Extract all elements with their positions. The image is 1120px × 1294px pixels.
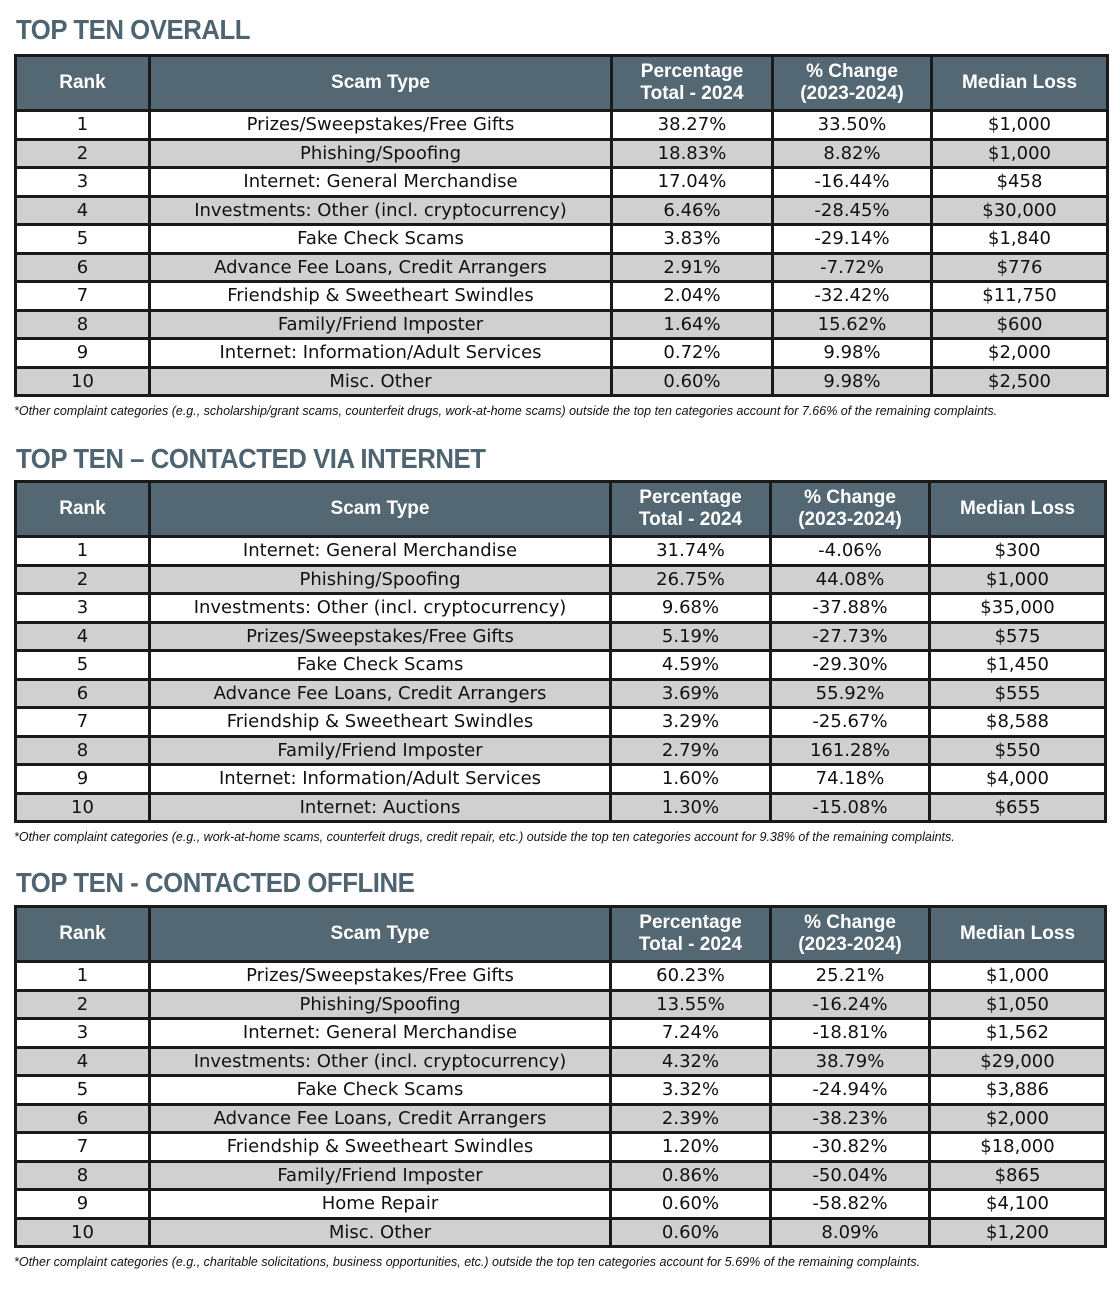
table-row — [16, 736, 1106, 765]
median-loss-cell: $1,000 — [930, 962, 1106, 991]
column-header-percent-change — [771, 482, 930, 537]
percentage-total-cell: 1.30% — [611, 793, 771, 822]
scam-type-cell: Prizes/Sweepstakes/Free Gifts — [150, 962, 611, 991]
header-line: Total - 2024 — [638, 934, 743, 955]
percentage-total-cell: 2.91% — [612, 253, 773, 282]
median-loss-cell: $655 — [930, 793, 1106, 822]
rank-cell: 1 — [16, 962, 150, 991]
rank-cell: 8 — [16, 736, 150, 765]
rank-cell: 2 — [16, 565, 150, 594]
percent-change-cell: -27.73% — [771, 622, 930, 651]
percentage-total-cell: 4.32% — [611, 1047, 771, 1076]
header-line: Percentage — [640, 61, 744, 82]
table-row — [16, 962, 1106, 991]
scam-type-cell: Advance Fee Loans, Credit Arrangers — [150, 253, 612, 282]
table-row — [16, 765, 1106, 794]
table-row — [16, 367, 1108, 396]
median-loss-cell: $458 — [932, 168, 1108, 197]
table-row — [16, 594, 1106, 623]
median-loss-cell: $35,000 — [930, 594, 1106, 623]
percent-change-cell: -30.82% — [771, 1133, 930, 1162]
rank-cell: 10 — [16, 367, 150, 396]
percent-change-cell: -32.42% — [773, 282, 932, 311]
scam-type-cell: Misc. Other — [150, 367, 612, 396]
column-header-percent-change — [771, 907, 930, 962]
scam-type-cell: Fake Check Scams — [150, 1076, 611, 1105]
percent-change-cell: 44.08% — [771, 565, 930, 594]
footnote-overall: *Other complaint categories (e.g., scholarship/grant scams, counterfeit drugs, work-at-home scams) outside the top ten categories account for 7.66% of the remaining complaints. — [14, 404, 998, 418]
table-top-ten-internet — [14, 480, 1107, 823]
rank-cell: 8 — [16, 310, 150, 339]
percent-change-cell: 74.18% — [771, 765, 930, 794]
scam-type-cell: Prizes/Sweepstakes/Free Gifts — [150, 111, 612, 140]
table-top-ten-offline — [14, 905, 1107, 1248]
header-line: % Change — [804, 912, 896, 933]
rank-cell: 1 — [16, 537, 150, 566]
median-loss-cell: $300 — [930, 537, 1106, 566]
percentage-total-cell: 17.04% — [612, 168, 773, 197]
column-header-median-loss: Median Loss — [930, 907, 1106, 962]
percent-change-cell: 8.82% — [773, 139, 932, 168]
scam-type-cell: Friendship & Sweetheart Swindles — [150, 282, 612, 311]
percent-change-cell: 55.92% — [771, 679, 930, 708]
column-header-percentage-total — [611, 482, 771, 537]
header-line: Total - 2024 — [640, 83, 744, 104]
percentage-total-cell: 3.29% — [611, 708, 771, 737]
rank-cell: 8 — [16, 1161, 150, 1190]
header-line: (2023-2024) — [800, 83, 904, 104]
section-title-offline: TOP TEN - CONTACTED OFFLINE — [16, 867, 415, 898]
table-row — [16, 1190, 1106, 1219]
scam-type-cell: Internet: General Merchandise — [150, 537, 611, 566]
footnote-offline: *Other complaint categories (e.g., charitable solicitations, business opportunities, etc.) outside the top ten categories account for 5.69% of the remaining complaints. — [14, 1255, 921, 1269]
percent-change-cell: -16.44% — [773, 168, 932, 197]
percentage-total-cell: 5.19% — [611, 622, 771, 651]
scam-type-cell: Internet: General Merchandise — [150, 1019, 611, 1048]
scam-type-cell: Internet: Information/Adult Services — [150, 765, 611, 794]
percent-change-cell: -15.08% — [771, 793, 930, 822]
percentage-total-cell: 38.27% — [612, 111, 773, 140]
table-row — [16, 253, 1108, 282]
rank-cell: 6 — [16, 679, 150, 708]
scam-type-cell: Family/Friend Imposter — [150, 1161, 611, 1190]
median-loss-cell: $1,450 — [930, 651, 1106, 680]
median-loss-cell: $1,840 — [932, 225, 1108, 254]
column-header-percent-change — [773, 56, 932, 111]
column-header-rank: Rank — [16, 56, 150, 111]
percentage-total-cell: 3.83% — [612, 225, 773, 254]
percentage-total-cell: 18.83% — [612, 139, 773, 168]
column-header-median-loss: Median Loss — [930, 482, 1106, 537]
percent-change-cell: 38.79% — [771, 1047, 930, 1076]
median-loss-cell: $1,050 — [930, 990, 1106, 1019]
median-loss-cell: $776 — [932, 253, 1108, 282]
rank-cell: 10 — [16, 793, 150, 822]
median-loss-cell: $1,200 — [930, 1218, 1106, 1247]
percentage-total-cell: 13.55% — [611, 990, 771, 1019]
table-header-row — [16, 482, 1106, 537]
median-loss-cell: $4,100 — [930, 1190, 1106, 1219]
table-row — [16, 793, 1106, 822]
scam-type-cell: Phishing/Spoofing — [150, 139, 612, 168]
header-line: Percentage — [639, 912, 742, 933]
scam-type-cell: Advance Fee Loans, Credit Arrangers — [150, 679, 611, 708]
scam-type-cell: Phishing/Spoofing — [150, 990, 611, 1019]
table-row — [16, 168, 1108, 197]
median-loss-cell: $30,000 — [932, 196, 1108, 225]
table-row — [16, 708, 1106, 737]
rank-cell: 4 — [16, 196, 150, 225]
rank-cell: 3 — [16, 1019, 150, 1048]
scam-type-cell: Investments: Other (incl. cryptocurrency) — [150, 196, 612, 225]
scam-type-cell: Investments: Other (incl. cryptocurrency) — [150, 594, 611, 623]
scam-type-cell: Phishing/Spoofing — [150, 565, 611, 594]
table-row — [16, 139, 1108, 168]
rank-cell: 7 — [16, 282, 150, 311]
table-header-row — [16, 56, 1108, 111]
scam-type-cell: Internet: General Merchandise — [150, 168, 612, 197]
table-row — [16, 622, 1106, 651]
section-title-overall: TOP TEN OVERALL — [16, 14, 251, 45]
percentage-total-cell: 2.39% — [611, 1104, 771, 1133]
percent-change-cell: -58.82% — [771, 1190, 930, 1219]
scam-type-cell: Fake Check Scams — [150, 651, 611, 680]
column-header-scam-type: Scam Type — [150, 907, 611, 962]
median-loss-cell: $2,000 — [930, 1104, 1106, 1133]
percent-change-cell: -37.88% — [771, 594, 930, 623]
percentage-total-cell: 9.68% — [611, 594, 771, 623]
median-loss-cell: $29,000 — [930, 1047, 1106, 1076]
scam-type-cell: Misc. Other — [150, 1218, 611, 1247]
percent-change-cell: 33.50% — [773, 111, 932, 140]
percent-change-cell: -24.94% — [771, 1076, 930, 1105]
table-row — [16, 1076, 1106, 1105]
percent-change-cell: -50.04% — [771, 1161, 930, 1190]
table-row — [16, 651, 1106, 680]
median-loss-cell: $18,000 — [930, 1133, 1106, 1162]
percent-change-cell: 8.09% — [771, 1218, 930, 1247]
percentage-total-cell: 0.72% — [612, 339, 773, 368]
median-loss-cell: $2,000 — [932, 339, 1108, 368]
rank-cell: 3 — [16, 168, 150, 197]
rank-cell: 4 — [16, 1047, 150, 1076]
rank-cell: 7 — [16, 1133, 150, 1162]
percentage-total-cell: 7.24% — [611, 1019, 771, 1048]
percent-change-cell: 9.98% — [773, 367, 932, 396]
table-row — [16, 679, 1106, 708]
percentage-total-cell: 1.64% — [612, 310, 773, 339]
header-line: (2023-2024) — [798, 934, 902, 955]
column-header-rank: Rank — [16, 482, 150, 537]
percentage-total-cell: 2.79% — [611, 736, 771, 765]
percent-change-cell: 161.28% — [771, 736, 930, 765]
median-loss-cell: $3,886 — [930, 1076, 1106, 1105]
scam-type-cell: Friendship & Sweetheart Swindles — [150, 708, 611, 737]
scam-type-cell: Friendship & Sweetheart Swindles — [150, 1133, 611, 1162]
percent-change-cell: -18.81% — [771, 1019, 930, 1048]
median-loss-cell: $1,000 — [930, 565, 1106, 594]
table-row — [16, 1161, 1106, 1190]
percentage-total-cell: 2.04% — [612, 282, 773, 311]
scam-type-cell: Fake Check Scams — [150, 225, 612, 254]
rank-cell: 5 — [16, 651, 150, 680]
percent-change-cell: -4.06% — [771, 537, 930, 566]
table-header-row — [16, 907, 1106, 962]
header-line: % Change — [806, 61, 898, 82]
rank-cell: 9 — [16, 1190, 150, 1219]
column-header-median-loss: Median Loss — [932, 56, 1108, 111]
percent-change-cell: -25.67% — [771, 708, 930, 737]
table-row — [16, 1019, 1106, 1048]
percentage-total-cell: 31.74% — [611, 537, 771, 566]
percentage-total-cell: 4.59% — [611, 651, 771, 680]
scam-type-cell: Internet: Information/Adult Services — [150, 339, 612, 368]
scam-type-cell: Internet: Auctions — [150, 793, 611, 822]
table-row — [16, 310, 1108, 339]
percentage-total-cell: 6.46% — [612, 196, 773, 225]
rank-cell: 9 — [16, 765, 150, 794]
column-header-rank: Rank — [16, 907, 150, 962]
percentage-total-cell: 0.60% — [611, 1218, 771, 1247]
table-row — [16, 565, 1106, 594]
median-loss-cell: $1,000 — [932, 111, 1108, 140]
rank-cell: 5 — [16, 225, 150, 254]
rank-cell: 6 — [16, 253, 150, 282]
percent-change-cell: 9.98% — [773, 339, 932, 368]
table-row — [16, 1133, 1106, 1162]
median-loss-cell: $575 — [930, 622, 1106, 651]
column-header-percentage-total — [611, 907, 771, 962]
rank-cell: 2 — [16, 990, 150, 1019]
column-header-scam-type: Scam Type — [150, 56, 612, 111]
median-loss-cell: $865 — [930, 1161, 1106, 1190]
median-loss-cell: $1,000 — [932, 139, 1108, 168]
section-title-internet: TOP TEN – CONTACTED VIA INTERNET — [16, 443, 486, 474]
percentage-total-cell: 1.60% — [611, 765, 771, 794]
percentage-total-cell: 0.86% — [611, 1161, 771, 1190]
table-row — [16, 1104, 1106, 1133]
rank-cell: 5 — [16, 1076, 150, 1105]
scam-type-cell: Family/Friend Imposter — [150, 310, 612, 339]
footnote-internet: *Other complaint categories (e.g., work-at-home scams, counterfeit drugs, credit repair, etc.) outside the top ten categories account for 9.38% of the remaining complaints. — [14, 830, 955, 844]
percent-change-cell: -16.24% — [771, 990, 930, 1019]
rank-cell: 3 — [16, 594, 150, 623]
rank-cell: 9 — [16, 339, 150, 368]
percentage-total-cell: 0.60% — [612, 367, 773, 396]
table-row — [16, 990, 1106, 1019]
column-header-percentage-total — [612, 56, 773, 111]
rank-cell: 6 — [16, 1104, 150, 1133]
header-line: Total - 2024 — [638, 509, 743, 530]
percentage-total-cell: 0.60% — [611, 1190, 771, 1219]
rank-cell: 10 — [16, 1218, 150, 1247]
table-row — [16, 537, 1106, 566]
percentage-total-cell: 60.23% — [611, 962, 771, 991]
median-loss-cell: $1,562 — [930, 1019, 1106, 1048]
rank-cell: 7 — [16, 708, 150, 737]
table-row — [16, 111, 1108, 140]
percent-change-cell: 25.21% — [771, 962, 930, 991]
percent-change-cell: -29.14% — [773, 225, 932, 254]
scam-type-cell: Home Repair — [150, 1190, 611, 1219]
column-header-scam-type: Scam Type — [150, 482, 611, 537]
rank-cell: 2 — [16, 139, 150, 168]
table-row — [16, 339, 1108, 368]
table-row — [16, 282, 1108, 311]
median-loss-cell: $4,000 — [930, 765, 1106, 794]
median-loss-cell: $8,588 — [930, 708, 1106, 737]
percent-change-cell: -29.30% — [771, 651, 930, 680]
percentage-total-cell: 3.69% — [611, 679, 771, 708]
scam-type-cell: Advance Fee Loans, Credit Arrangers — [150, 1104, 611, 1133]
scam-type-cell: Prizes/Sweepstakes/Free Gifts — [150, 622, 611, 651]
percentage-total-cell: 26.75% — [611, 565, 771, 594]
rank-cell: 1 — [16, 111, 150, 140]
percent-change-cell: 15.62% — [773, 310, 932, 339]
percentage-total-cell: 1.20% — [611, 1133, 771, 1162]
median-loss-cell: $11,750 — [932, 282, 1108, 311]
percent-change-cell: -7.72% — [773, 253, 932, 282]
rank-cell: 4 — [16, 622, 150, 651]
table-top-ten-overall — [14, 54, 1109, 397]
median-loss-cell: $2,500 — [932, 367, 1108, 396]
table-row — [16, 1047, 1106, 1076]
percentage-total-cell: 3.32% — [611, 1076, 771, 1105]
median-loss-cell: $600 — [932, 310, 1108, 339]
table-row — [16, 1218, 1106, 1247]
header-line: % Change — [804, 487, 896, 508]
percent-change-cell: -38.23% — [771, 1104, 930, 1133]
median-loss-cell: $555 — [930, 679, 1106, 708]
median-loss-cell: $550 — [930, 736, 1106, 765]
table-row — [16, 225, 1108, 254]
percent-change-cell: -28.45% — [773, 196, 932, 225]
header-line: (2023-2024) — [798, 509, 902, 530]
scam-type-cell: Family/Friend Imposter — [150, 736, 611, 765]
header-line: Percentage — [639, 487, 742, 508]
table-row — [16, 196, 1108, 225]
scam-type-cell: Investments: Other (incl. cryptocurrency) — [150, 1047, 611, 1076]
